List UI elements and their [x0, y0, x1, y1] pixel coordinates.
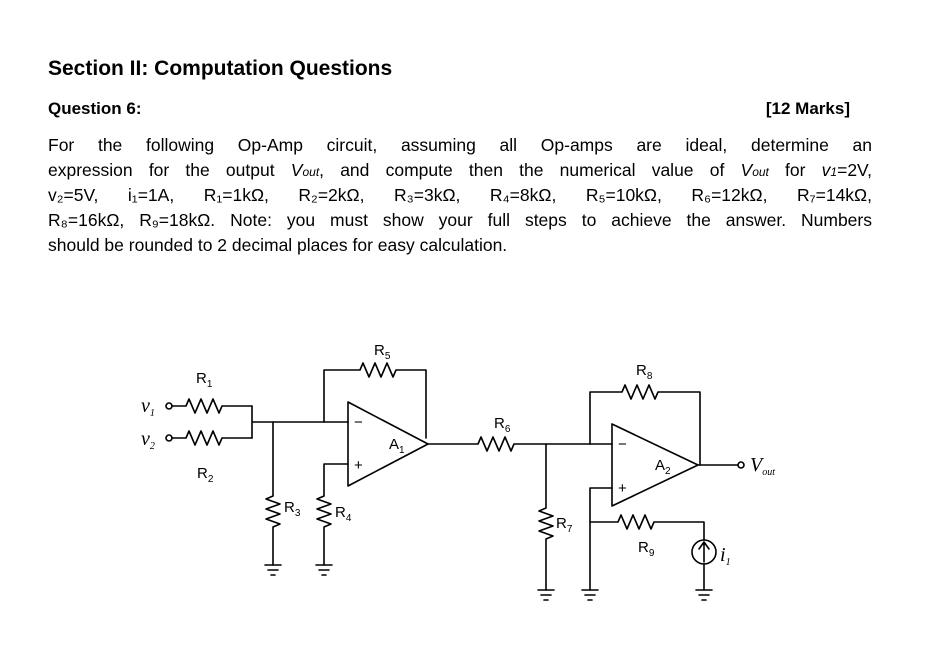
- r7-label: $R_7$: [556, 515, 573, 535]
- question-line-2: expression for the output Vout, and compute then the numerical value of Vout for v1=2V,: [48, 160, 872, 180]
- r9-resistor: [590, 488, 704, 540]
- v2-terminal: [166, 435, 172, 441]
- question-line-4: R₈=16kΩ, R₉=18kΩ. Note: you must show your full steps to achieve the answer. Numbers: [48, 210, 872, 230]
- a2-minus-sign: −: [618, 436, 627, 453]
- r2-resistor: [172, 431, 252, 445]
- r5-resistor: [324, 363, 426, 438]
- v1-label: $v_1$: [141, 395, 155, 419]
- r3-resistor: [266, 422, 280, 565]
- ground-symbol-5: [696, 590, 712, 600]
- v1-terminal: [166, 403, 172, 409]
- vout-label: $V_{out}$: [750, 454, 775, 478]
- r1-label: $R_1$: [196, 370, 213, 390]
- r4-label: $R_4$: [335, 504, 352, 524]
- ground-symbol-1: [265, 565, 281, 575]
- r7-resistor: [539, 444, 553, 590]
- question-line-1: For the following Op-Amp circuit, assuming all Op-amps are ideal, determine an: [48, 135, 872, 155]
- i1-label: $i_1$: [720, 544, 731, 568]
- r9-label: $R_9$: [638, 539, 655, 559]
- r6-label: $R_6$: [494, 415, 511, 435]
- r8-resistor: [590, 385, 700, 465]
- ground-symbol-4: [582, 590, 598, 600]
- a2-label: $A_2$: [655, 457, 671, 477]
- r6-resistor: [428, 437, 590, 451]
- r5-label: $R_5$: [374, 342, 391, 362]
- r3-label: $R_3$: [284, 499, 301, 519]
- a1-plus-sign: +: [354, 457, 363, 474]
- r8-label: $R_8$: [636, 362, 653, 382]
- r1-resistor: [172, 399, 252, 413]
- current-source-i1: [692, 540, 716, 590]
- ground-symbol-2: [316, 565, 332, 575]
- question-line-5: should be rounded to 2 decimal places for easy calculation.: [48, 235, 508, 255]
- a1-label: $A_1$: [389, 436, 405, 456]
- v2-label: $v_2$: [141, 428, 155, 452]
- question-marks: [12 Marks]: [765, 99, 850, 118]
- question-label: Question 6:: [48, 99, 142, 118]
- r2-label: $R_2$: [197, 465, 214, 485]
- a1-minus-sign: −: [354, 414, 363, 431]
- ground-symbol-3: [538, 590, 554, 600]
- summing-wire: [252, 406, 348, 438]
- section-title: Section II: Computation Questions: [48, 57, 393, 80]
- vout-terminal: [738, 462, 744, 468]
- a2-plus-sign: +: [618, 480, 627, 497]
- question-line-3: v₂=5V, i₁=1A, R₁=1kΩ, R₂=2kΩ, R₃=3kΩ, R₄=8kΩ, R₅=10kΩ, R₆=12kΩ, R₇=14kΩ,: [48, 185, 872, 205]
